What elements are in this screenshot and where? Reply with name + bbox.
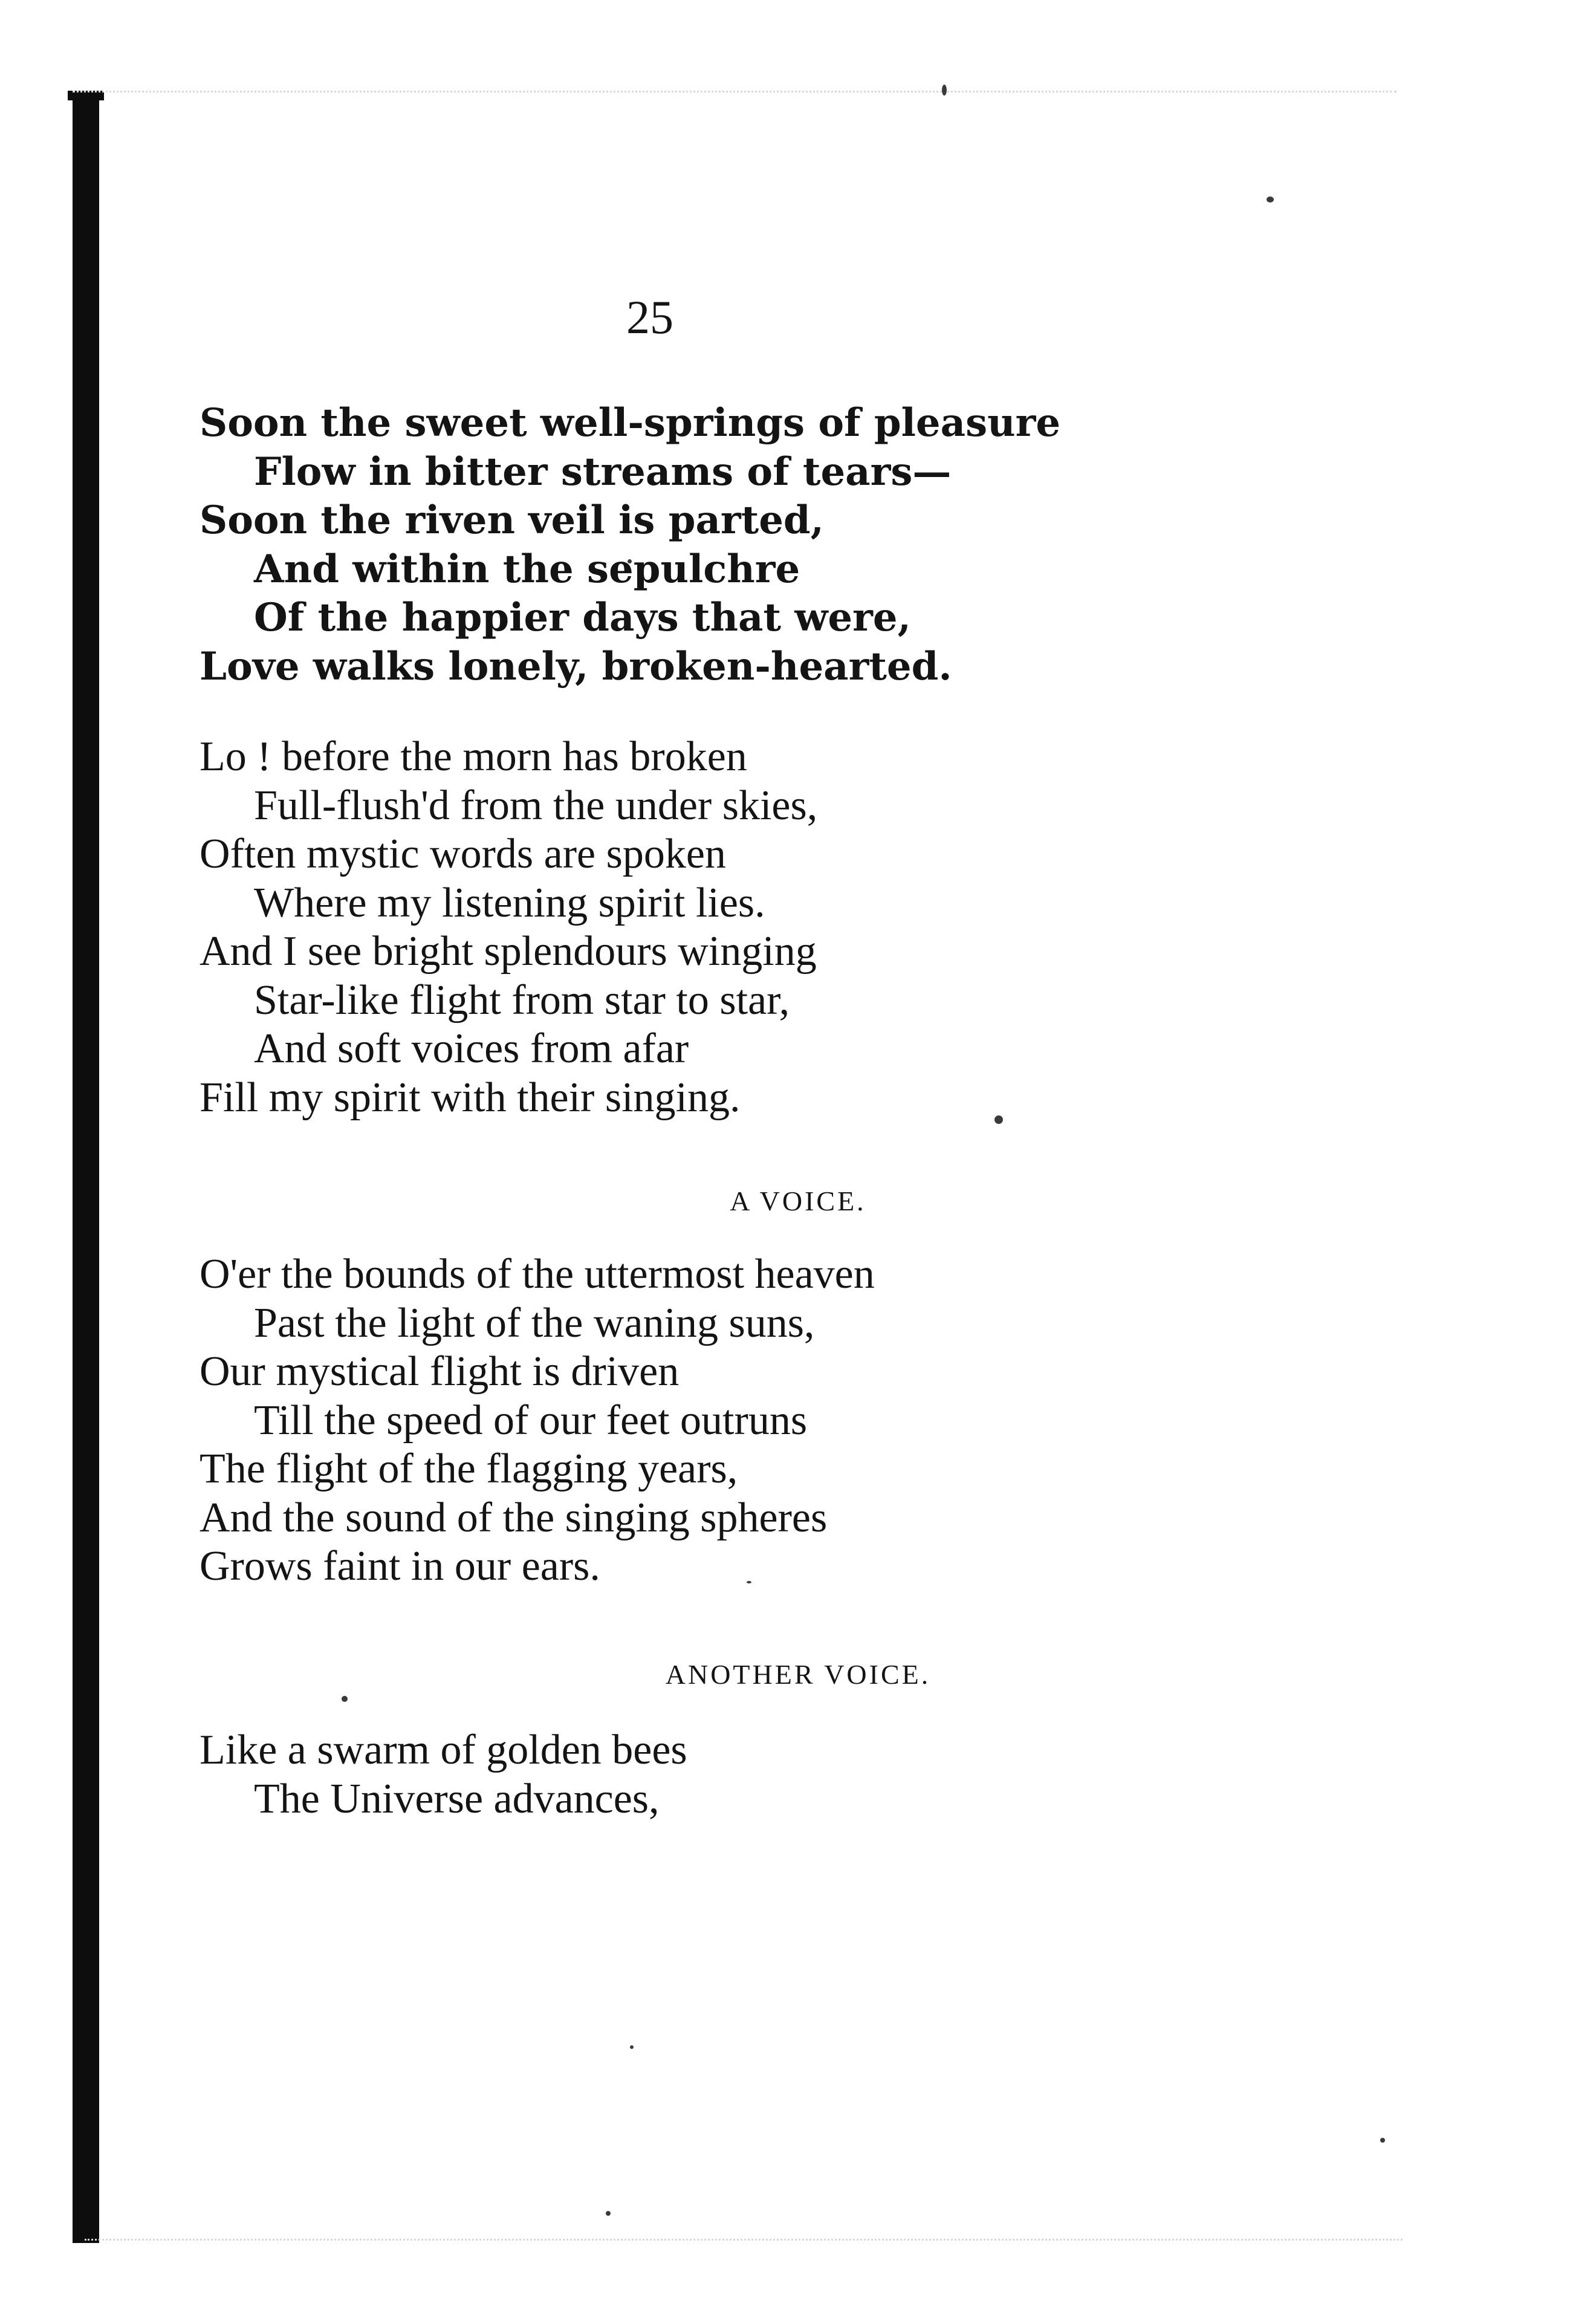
poem-line: The Universe advances,	[254, 1775, 660, 1822]
poem-line: The flight of the flagging years,	[199, 1446, 738, 1492]
scan-speck	[630, 2045, 634, 2049]
poem-line: Till the speed of our feet outruns	[254, 1397, 808, 1444]
poem-line: Soon the riven veil is parted,	[199, 498, 824, 543]
section-heading-another-voice: ANOTHER VOICE.	[665, 1659, 931, 1690]
scan-speck	[1380, 2138, 1385, 2143]
stanza-1	[199, 399, 1060, 691]
poem-line: Like a swarm of golden bees	[199, 1727, 687, 1773]
section-heading-a-voice: A VOICE.	[730, 1186, 866, 1216]
binding-edge	[73, 91, 99, 2243]
stanza-3	[199, 1250, 875, 1591]
poem-line: Flow in bitter streams of tears—	[254, 449, 952, 495]
poem-line: Full-flush'd from the under skies,	[254, 782, 818, 829]
poem-line: Grows faint in our ears.	[199, 1543, 600, 1589]
poem-line: Love walks lonely, broken-hearted.	[199, 643, 952, 689]
poem-line: And within the sepulchre	[254, 546, 800, 592]
poem-line: Fill my spirit with their singing.	[199, 1074, 741, 1121]
poem-line: And the sound of the singing spheres	[199, 1494, 828, 1541]
scan-speck	[606, 2211, 611, 2216]
stanza-4	[199, 1726, 687, 1823]
poem-line: Soon the sweet well-springs of pleasure	[199, 400, 1061, 446]
poem-line: Often mystic words are spoken	[199, 831, 726, 877]
poem-line: Past the light of the waning suns,	[254, 1299, 815, 1346]
poem-line: Of the happier days that were,	[254, 595, 911, 640]
poem-line: And soft voices from afar	[254, 1025, 689, 1072]
poem-line: Our mystical flight is driven	[199, 1348, 680, 1395]
scan-speck	[942, 85, 947, 96]
scan-speck	[342, 1696, 348, 1702]
stanza-2	[199, 733, 817, 1122]
scan-speck	[1267, 196, 1274, 203]
scan-top-edge	[73, 91, 1396, 93]
poem-line: Lo ! before the morn has broken	[199, 733, 747, 780]
page-number: 25	[626, 291, 673, 343]
poem-line: Star-like flight from star to star,	[254, 976, 790, 1024]
poem-line: And I see bright splendours winging	[199, 928, 817, 975]
scan-bottom-edge	[85, 2239, 1403, 2241]
poem-line: O'er the bounds of the uttermost heaven	[199, 1251, 875, 1297]
scan-speck	[994, 1115, 1003, 1124]
poem-line: Where my listening spirit lies.	[254, 879, 765, 926]
